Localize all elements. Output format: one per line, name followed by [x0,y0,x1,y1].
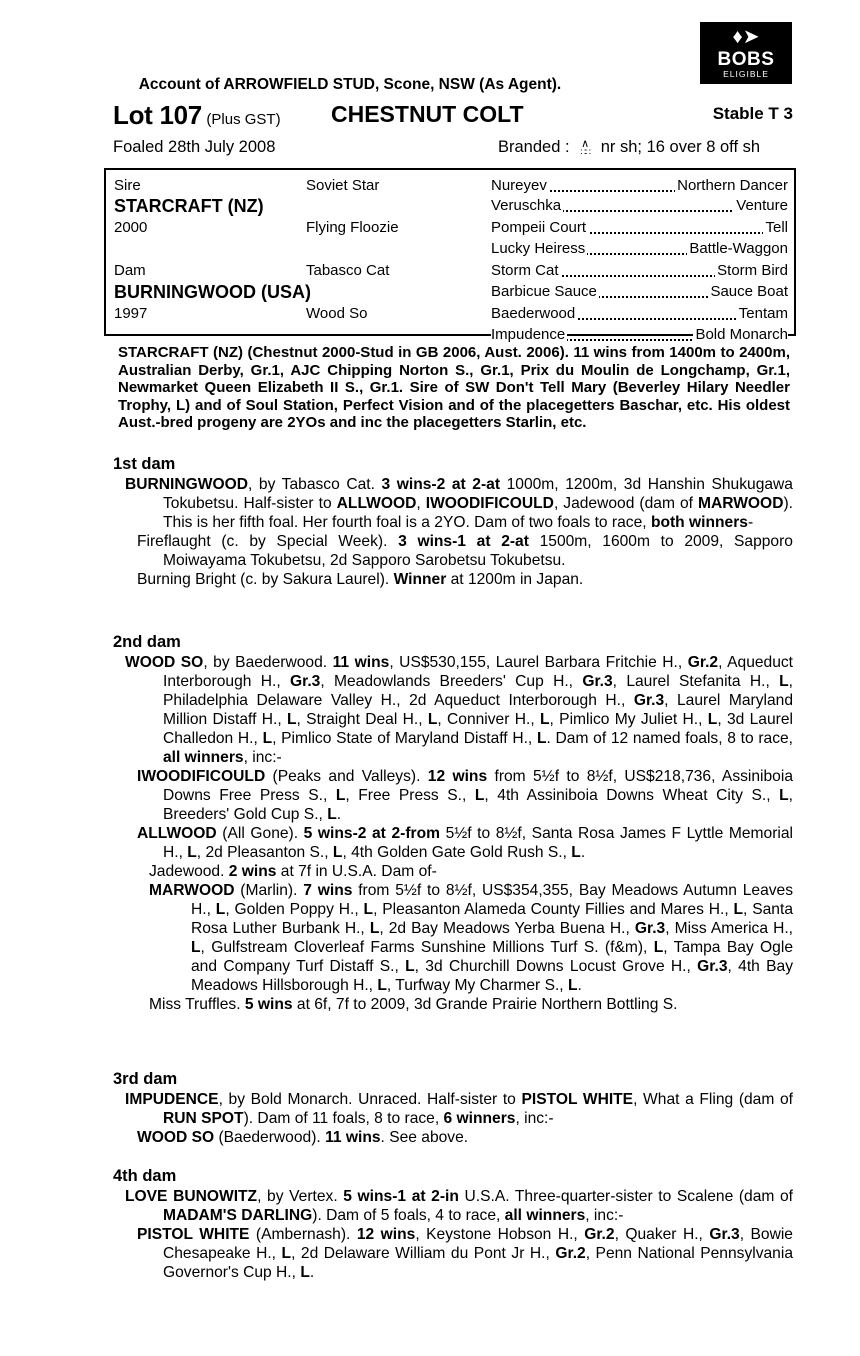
gen3-left: Barbicue Sauce [491,283,597,300]
gen3-row [491,262,788,280]
dam-paragraph: MARWOOD (Marlin). 7 wins from 5½f to 8½f, US$354,355, Bay Meadows Autumn Leaves H., L, Golden Poppy H., L, Pleasanton Alameda County Fillies and Mares H., L, Santa Rosa Luther Burbank H., L, 2d Bay Meadows Yerba Buena H., Gr.3, Miss America H., L, Gulfstream Cloverleaf Farms Sunshine Millions Turf S. (f&m), L, Tampa Bay Ogle and Company Turf Distaff S., L, 3d Churchill Downs Locust Grove H., Gr.3, 4th Bay Meadows Hillsborough H., L, Turfway My Charmer S., L. [149,882,794,994]
dam-paragraph: IMPUDENCE, by Bold Monarch. Unraced. Half-sister to PISTOL WHITE, What a Fling (dam of RUN SPOT). Dam of 11 foals, 8 to race, 6 winners, inc:- [125,1091,793,1127]
foaled-row [113,138,793,157]
bobs-eligible-subtitle: ELIGIBLE [723,69,769,79]
dam-paragraph: Burning Bright (c. by Sakura Laurel). Winner at 1200m in Japan. [137,571,584,588]
page-title: CHESTNUT COLT [331,101,524,127]
gen3-right: Sauce Boat [710,283,788,300]
gen3-right: Venture [736,197,788,214]
gen3-left: Lucky Heiress [491,240,586,257]
dam-paragraph: IWOODIFICOULD (Peaks and Valleys). 12 wins from 5½f to 8½f, US$218,736, Assiniboia Downs Free Press S., L, Free Press S., L, 4th Assiniboia Downs Wheat City S., L, Breeders' Gold Cup S., L. [137,768,793,823]
gen3-left: Storm Cat [491,262,559,279]
gen3-right: Storm Bird [717,262,788,279]
gen3-right: Battle-Waggon [689,240,788,257]
stable-label: Stable T 3 [712,104,793,123]
dam-name: BURNINGWOOD (USA) [114,282,311,302]
sire-label: Sire [114,177,141,194]
fourth-dam-section [113,1167,793,1282]
account-line: Account of ARROWFIELD STUD, Scone, NSW (As Agent). [138,76,562,93]
gen3-row [491,240,788,258]
dam-dam: Wood So [306,305,368,322]
sire-sire: Soviet Star [306,177,380,194]
branded-prefix: Branded : [498,138,570,156]
third-dam-section [113,1070,793,1147]
dam-paragraph: WOOD SO (Baederwood). 11 wins. See above. [137,1129,469,1146]
plus-gst-note: (Plus GST) [206,111,281,128]
lot-number: Lot 107 [113,100,202,130]
gen3-row [491,326,788,344]
gen3-row [491,283,788,301]
gen3-right: Tell [765,219,788,236]
dam-paragraph: WOOD SO, by Baederwood. 11 wins, US$530,155, Laurel Barbara Fritchie H., Gr.2, Aqueduct Interborough H., Gr.3, Meadowlands Breeders' Cup H., Gr.3, Laurel Stefanita H., L, Philadelphia Delaware Valley H., 2d Aqueduct Interborough H., Gr.3, Laurel Maryland Million Distaff H., L, Straight Deal H., L, Conniver H., L, Pimlico My Juliet H., L, 3d Laurel Challedon H., L, Pimlico State of Maryland Distaff H., L. Dam of 12 named foals, 8 to race, all winners, inc:- [125,654,794,766]
sire-description: STARCRAFT (NZ) (Chestnut 2000-Stud in GB 2006, Aust. 2006). 11 wins from 1400m to 2400m, Australian Derby, Gr.1, AJC Chipping Norton S., Gr.1, Prix du Moulin de Longchamp, Gr.1, Newmarket Queen Elizabeth II S., Gr.1. Sire of SW Don't Tell Mary (Beverley Hilary Needler Trophy, L) and of Soul Station, Perfect Vision and of the placegetters Baschar, etc. His oldest Aust.-bred progeny are 2YOs and inc the placegetters Starlin, etc. [118,344,790,431]
sire-dam: Flying Floozie [306,219,399,236]
gen3-right: Tentam [738,305,788,322]
horse-icon: ♦➤ [732,26,760,48]
pedigree-table [104,168,796,343]
dam-paragraph: Miss Truffles. 5 wins at 6f, 7f to 2009, 3d Grande Prairie Northern Bottling S. [149,996,678,1013]
second-dam-section [113,633,793,1014]
dam-label: Dam [114,262,146,279]
sire-name: STARCRAFT (NZ) [114,196,264,216]
gen3-left: Nureyev [491,177,547,194]
section-heading: 4th dam [113,1167,177,1185]
gen3-left: Baederwood [491,305,576,322]
dam-paragraph: ALLWOOD (All Gone). 5 wins-2 at 2-from 5½f to 8½f, Santa Rosa James F Lyttle Memorial H., L, 2d Pleasanton S., L, 4th Golden Gate Gold Rush S., L. [137,825,793,861]
gen3-left: Impudence [491,326,566,343]
gen3-left: Veruschka [491,197,562,214]
gen3-left: Pompeii Court [491,219,587,236]
dam-paragraph: BURNINGWOOD, by Tabasco Cat. 3 wins-2 at 2-at 1000m, 1200m, 3d Hanshin Shukugawa Tokubetsu. Half-sister to ALLWOOD, IWOODIFICOULD, Jadewood (dam of MARWOOD). This is her fifth foal. Her fourth foal is a 2YO. Dam of two foals to race, both winners- [125,476,793,531]
dam-year: 1997 [114,305,148,322]
brand-mark-icon: ∧ ∷∷ [580,138,590,157]
branded-suffix: nr sh; 16 over 8 off sh [600,138,761,156]
gen3-row [491,219,788,237]
sire-year: 2000 [114,219,148,236]
dam-paragraph: Fireflaught (c. by Special Week). 3 wins-1 at 2-at 1500m, 1600m to 2009, Sapporo Moiwayama Tokubetsu, 2d Sapporo Sarobetsu Tokubetsu. [137,533,793,569]
bobs-eligible-logo [700,22,792,84]
gen3-row [491,197,788,215]
lot-header-row [113,100,793,130]
section-heading: 2nd dam [113,633,181,651]
branded-info [498,138,760,157]
first-dam-section [113,455,793,589]
dam-paragraph: Jadewood. 2 wins at 7f in U.S.A. Dam of- [149,863,437,880]
gen3-row [491,177,788,195]
dam-paragraph: PISTOL WHITE (Ambernash). 12 wins, Keystone Hobson H., Gr.2, Quaker H., Gr.3, Bowie Chesapeake H., L, 2d Delaware William du Pont Jr H., Gr.2, Penn National Pennsylvania Governor's Cup H., L. [137,1226,793,1281]
gen3-right: Bold Monarch [695,326,788,343]
gen3-right: Northern Dancer [677,177,788,194]
section-heading: 3rd dam [113,1070,178,1088]
foaled-date: Foaled 28th July 2008 [113,138,276,156]
dam-sire: Tabasco Cat [306,262,390,279]
bobs-logo-text: BOBS [717,49,775,70]
section-heading: 1st dam [113,455,176,473]
gen3-row [491,305,788,323]
dam-paragraph: LOVE BUNOWITZ, by Vertex. 5 wins-1 at 2-in U.S.A. Three-quarter-sister to Scalene (dam of MADAM'S DARLING). Dam of 5 foals, 4 to race, all winners, inc:- [125,1188,793,1224]
